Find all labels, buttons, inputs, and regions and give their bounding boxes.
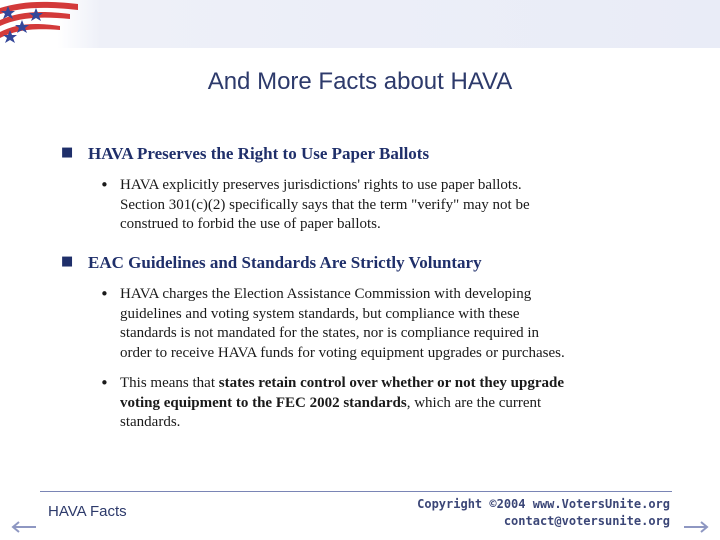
slide-navigation [10, 520, 710, 534]
square-bullet-icon: ■ [61, 145, 74, 160]
bullet-line: HAVA charges the Election Assistance Commission with developing [120, 286, 532, 302]
bullet-states-retain-control [100, 374, 665, 433]
bullet-emphasis: states retain control over whether or not they upgrade [218, 375, 564, 391]
bullet-line: order to receive HAVA funds for voting equipment upgrades or purchases. [120, 344, 565, 361]
footer-divider [40, 491, 672, 492]
bullet-line: construed to forbid the use of paper ballots. [120, 216, 381, 232]
header-band [0, 0, 720, 48]
bullet-text: , which are the current [406, 394, 542, 411]
footer-label: HAVA Facts [48, 503, 127, 520]
bullet-line: standards is not mandated for the states, nor is compliance required in [120, 325, 540, 341]
bullet-line: standards. [120, 414, 181, 430]
bullet-line: Section 301(c)(2) specifically says that the term "verify" may not be [120, 196, 530, 213]
section-heading-eac-voluntary [61, 253, 708, 273]
round-bullet-icon: • [100, 374, 109, 392]
section-heading-text: HAVA Preserves the Right to Use Paper Ballots [88, 144, 430, 163]
square-bullet-icon: ■ [61, 254, 74, 269]
bullet-line: HAVA explicitly preserves jurisdictions' rights to use paper ballots. [120, 177, 522, 193]
bullet-line [120, 374, 665, 394]
section-heading-text: EAC Guidelines and Standards Are Strictly Voluntary [88, 253, 482, 272]
round-bullet-icon: • [100, 285, 109, 303]
footer-copyright: Copyright ©2004 www.VotersUnite.org [417, 497, 670, 511]
slide-title: And More Facts about HAVA [207, 68, 513, 95]
bullet-emphasis: voting equipment to the FEC 2002 standards [120, 394, 407, 411]
bullet-text: This means that [120, 375, 219, 391]
round-bullet-icon: • [100, 176, 109, 194]
footer-contact: contact@votersunite.org [503, 514, 670, 528]
previous-slide-arrow-icon[interactable] [10, 520, 38, 534]
section-heading-paper-ballots [61, 144, 708, 164]
bullet-eac-charges [100, 285, 665, 363]
flag-stars-logo-icon [0, 0, 80, 48]
bullet-paper-ballots [100, 176, 665, 235]
next-slide-arrow-icon[interactable] [682, 520, 710, 534]
bullet-line [120, 394, 665, 414]
bullet-line: guidelines and voting system standards, but compliance with these [120, 305, 520, 322]
